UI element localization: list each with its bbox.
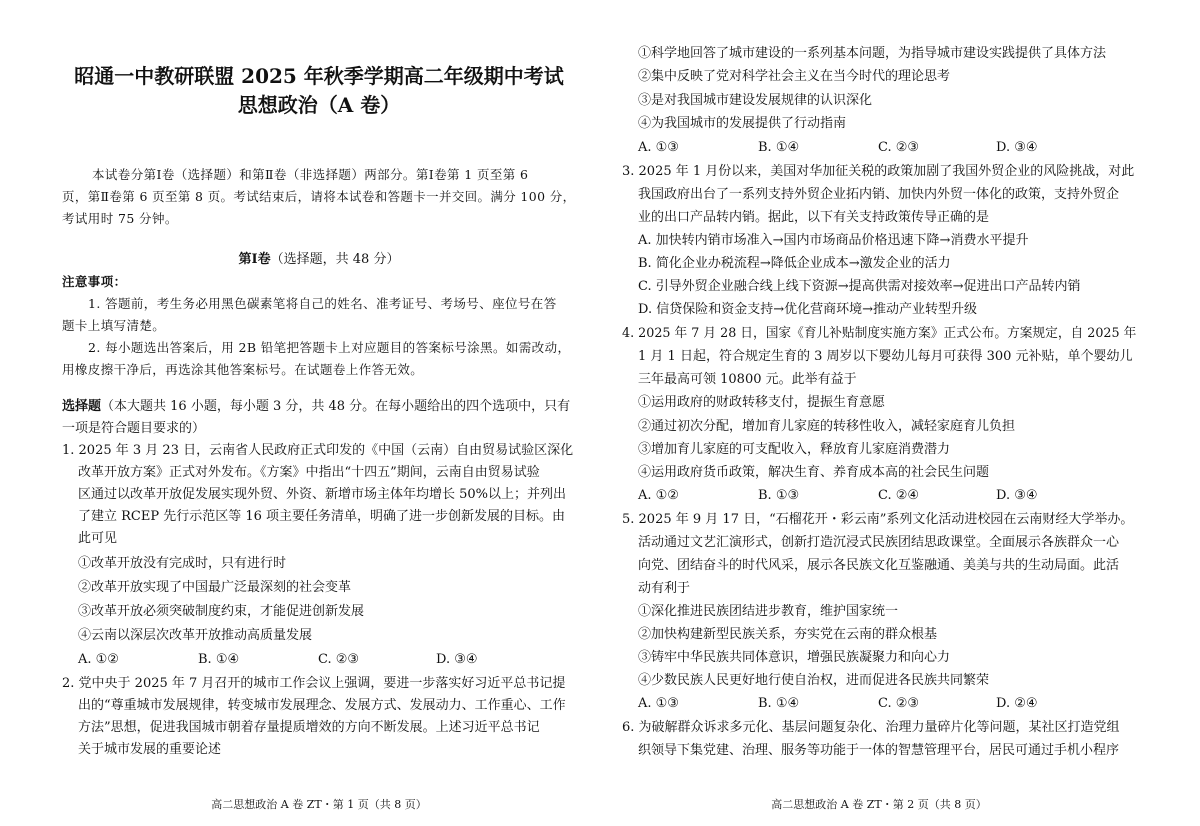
- q1-stem-4: 了建立 RCEP 先行示范区等 16 项主要任务清单，明确了进一步创新发展的目标。由: [78, 509, 566, 524]
- q3-stem-1: 3. 2025 年 1 月份以来，美国对华加征关税的政策加剧了我国外贸企业的风险挑战，对此: [622, 164, 1135, 179]
- notice-heading: 注意事项：: [62, 274, 127, 289]
- section-heading: [62, 251, 576, 269]
- q2-option-b[interactable]: B. ①④: [758, 140, 800, 155]
- q6-stem-2: 织领导下集党建、治理、服务等功能于一体的智慧管理平台，居民可通过手机小程序: [638, 743, 1120, 758]
- q4-item-2: ②通过初次分配，增加育儿家庭的转移性收入，减轻家庭育儿负担: [638, 419, 1016, 434]
- q4-stem-1: 4. 2025 年 7 月 28 日，国家《育儿补贴制度实施方案》正式公布。方案规定，自 2025 年: [622, 326, 1137, 341]
- q1-item-4: ④云南以深层次改革开放推动高质量发展: [78, 628, 313, 643]
- choice-intro-line-2: 一项是符合题目要求的）: [62, 421, 206, 436]
- q5-item-4: ④少数民族人民更好地行使自治权，进而促进各民族共同繁荣: [638, 673, 990, 688]
- q5-option-d[interactable]: D. ②④: [996, 696, 1038, 711]
- q4-item-1: ①运用政府的财政转移支付，提振生育意愿: [638, 395, 886, 410]
- q3-stem-3: 业的出口产品转内销。据此，以下有关支持政策传导正确的是: [638, 210, 990, 225]
- choice-desc: （本大题共 16 小题，每小题 3 分，共 48 分。在每小题给出的四个选项中，只有: [101, 399, 571, 414]
- q1-item-2: ②改革开放实现了中国最广泛最深刻的社会变革: [78, 580, 352, 595]
- q4-option-a[interactable]: A. ①②: [638, 488, 679, 503]
- exam-title: 昭通一中教研联盟 2025 年秋季学期高二年级期中考试: [74, 64, 564, 88]
- q4-stem-3: 三年最高可领 10800 元。此举有益于: [638, 372, 857, 387]
- q2-option-d[interactable]: D. ③④: [996, 140, 1038, 155]
- q2-item-2: ②集中反映了党对科学社会主义在当今时代的理论思考: [638, 69, 951, 84]
- footer-left: 高二思想政治 A 卷 ZT・第 1 页（共 8 页）: [211, 798, 427, 811]
- q5-option-b[interactable]: B. ①④: [758, 696, 800, 711]
- choice-intro-line-1: [62, 398, 570, 416]
- q3-option-c[interactable]: C. 引导外贸企业融合线上线下资源→提高供需对接效率→促进出口产品转内销: [638, 279, 1081, 294]
- footer-right: 高二思想政治 A 卷 ZT・第 2 页（共 8 页）: [771, 798, 987, 811]
- notice-line-2: 题卡上填写清楚。: [62, 318, 166, 333]
- q2-item-1: ①科学地回答了城市建设的一系列基本问题，为指导城市建设实践提供了具体方法: [638, 46, 1107, 61]
- q5-option-c[interactable]: C. ②③: [878, 696, 920, 711]
- notice-line-1: 1. 答题前，考生务必用黑色碳素笔将自己的姓名、准考证号、考场号、座位号在答: [88, 296, 557, 311]
- q1-stem-2: 改革开放方案》正式对外发布。《方案》中指出“十四五”期间，云南自由贸易试验: [78, 465, 540, 480]
- notice-line-4: 用橡皮擦干净后，再选涂其他答案标号。在试题卷上作答无效。: [62, 362, 424, 377]
- section-desc: （选择题，共 48 分）: [270, 252, 400, 267]
- q3-option-a[interactable]: A. 加快转内销市场准入→国内市场商品价格迅速下降→消费水平提升: [638, 233, 1029, 248]
- q4-item-4: ④运用政府货币政策，解决生育、养育成本高的社会民生问题: [638, 465, 990, 480]
- q4-stem-2: 1 月 1 日起，符合规定生育的 3 周岁以下婴幼儿每月可获得 300 元补贴，单个婴幼儿: [638, 349, 1133, 364]
- q1-stem-1: 1. 2025 年 3 月 23 日，云南省人民政府正式印发的《中国（云南）自由贸易试验区深化: [62, 443, 574, 458]
- q2-item-4: ④为我国城市的发展提供了行动指南: [638, 116, 847, 131]
- q3-option-b[interactable]: B. 简化企业办税流程→降低企业成本→激发企业的活力: [638, 256, 951, 271]
- q2-option-a[interactable]: A. ①③: [638, 140, 679, 155]
- q2-stem-3: 方法”思想，促进我国城市朝着存量提质增效的方向不断发展。上述习近平总书记: [78, 720, 540, 735]
- q5-item-3: ③铸牢中华民族共同体意识，增强民族凝聚力和向心力: [638, 650, 951, 665]
- intro-line-3: 考试用时 75 分钟。: [62, 211, 178, 226]
- q1-option-c[interactable]: C. ②③: [318, 652, 360, 667]
- q2-item-3: ③是对我国城市建设发展规律的认识深化: [638, 93, 873, 108]
- q1-option-a[interactable]: A. ①②: [78, 652, 119, 667]
- choice-label: 选择题: [62, 399, 102, 414]
- q1-option-d[interactable]: D. ③④: [436, 652, 478, 667]
- q2-stem-2: 出的“尊重城市发展规律，转变城市发展理念、发展方式、发展动力、工作重心、工作: [78, 698, 566, 713]
- q4-item-3: ③增加育儿家庭的可支配收入，释放育儿家庭消费潜力: [638, 442, 951, 457]
- section-label: 第Ⅰ卷: [238, 252, 271, 267]
- q1-item-1: ①改革开放没有完成时，只有进行时: [78, 556, 287, 571]
- q5-stem-3: 向党、团结奋斗的时代风采，展示各民族文化互鉴融通、美美与共的生动局面。此活: [638, 558, 1120, 573]
- q5-item-1: ①深化推进民族团结进步教育，维护国家统一: [638, 604, 899, 619]
- q3-stem-2: 我国政府出台了一系列支持外贸企业拓内销、加快内外贸一体化的政策，支持外贸企: [638, 187, 1120, 202]
- q5-option-a[interactable]: A. ①③: [638, 696, 679, 711]
- q4-option-b[interactable]: B. ①③: [758, 488, 800, 503]
- q6-stem-1: 6. 为破解群众诉求多元化、基层问题复杂化、治理力量碎片化等问题，某社区打造党组: [622, 720, 1120, 735]
- notice-line-3: 2. 每小题选出答案后，用 2B 铅笔把答题卡上对应题目的答案标号涂黑。如需改动，: [88, 340, 571, 355]
- q3-option-d[interactable]: D. 信贷保险和资金支持→优化营商环境→推动产业转型升级: [638, 302, 978, 317]
- q2-stem-1: 2. 党中央于 2025 年 7 月召开的城市工作会议上强调，要进一步落实好习近平总书记提: [62, 676, 566, 691]
- q1-option-b[interactable]: B. ①④: [198, 652, 240, 667]
- q1-stem-5: 此可见: [78, 531, 118, 546]
- q1-item-3: ③改革开放必须突破制度约束，才能促进创新发展: [78, 604, 365, 619]
- q1-stem-3: 区通过以改革开放促发展实现外贸、外资、新增市场主体年均增长 50%以上；并列出: [78, 487, 567, 502]
- q2-stem-4: 关于城市发展的重要论述: [78, 742, 222, 757]
- q4-option-d[interactable]: D. ③④: [996, 488, 1038, 503]
- exam-subtitle: 思想政治（A 卷）: [237, 93, 401, 117]
- q5-item-2: ②加快构建新型民族关系，夯实党在云南的群众根基: [638, 627, 938, 642]
- q2-option-c[interactable]: C. ②③: [878, 140, 920, 155]
- q5-stem-2: 活动通过文艺汇演形式，创新打造沉浸式民族团结思政课堂。全面展示各族群众一心: [638, 535, 1120, 550]
- intro-line-2: 页，第Ⅱ卷第 6 页至第 8 页。考试结束后，请将本试卷和答题卡一并交回。满分 100 分，: [62, 189, 576, 204]
- q4-option-c[interactable]: C. ②④: [878, 488, 920, 503]
- intro-line-1: 本试卷分第Ⅰ卷（选择题）和第Ⅱ卷（非选择题）两部分。第Ⅰ卷第 1 页至第 6: [92, 167, 529, 182]
- q5-stem-1: 5. 2025 年 9 月 17 日，“石榴花开・彩云南”系列文化活动进校园在云南财经大学举办。: [622, 512, 1134, 527]
- q5-stem-4: 动有利于: [638, 581, 691, 596]
